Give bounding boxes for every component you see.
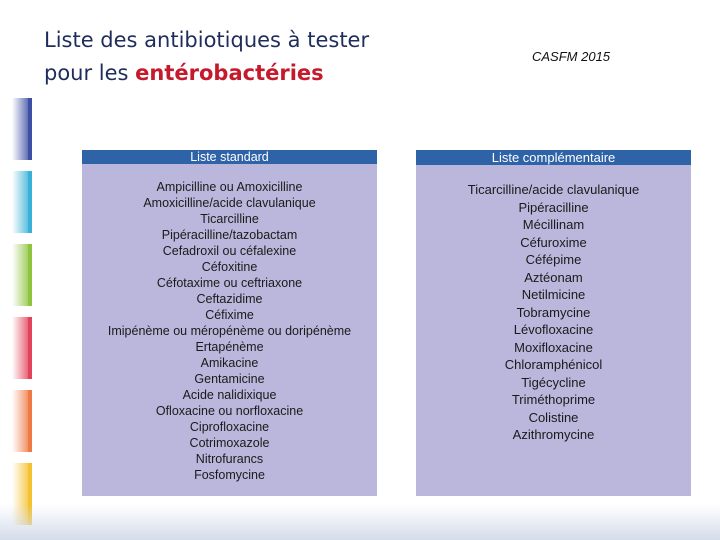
list-item: Triméthoprime <box>511 392 596 407</box>
list-item: Céfuroxime <box>520 234 587 250</box>
list-item: Acide nalidixique <box>182 388 277 402</box>
complementary-list <box>416 165 691 444</box>
list-item: Tobramycine <box>516 304 591 320</box>
title-line-2-prefix: pour les <box>44 61 136 85</box>
list-item: Amoxicilline/acide clavulanique <box>143 196 316 210</box>
list-item: Céfixime <box>205 308 254 322</box>
list-item: Mécillinam <box>522 217 585 232</box>
list-item: Imipénème ou méropénème ou doripénème <box>107 324 352 338</box>
standard-list-header: Liste standard <box>82 150 377 164</box>
list-item: Ceftazidime <box>196 292 263 306</box>
title-accent: entérobactéries <box>135 61 324 85</box>
list-item: Pipéracilline <box>518 199 589 215</box>
list-item: Ciprofloxacine <box>189 420 270 434</box>
list-item: Pipéracilline/tazobactam <box>161 228 298 242</box>
list-item: Céfoxitine <box>201 260 258 274</box>
complementary-list-header: Liste complémentaire <box>416 150 691 165</box>
list-item: Céfotaxime ou ceftriaxone <box>156 276 303 290</box>
list-item: Aztéonam <box>524 269 583 285</box>
sidebar-bar <box>12 98 32 160</box>
list-item: Ampicilline ou Amoxicilline <box>156 180 303 194</box>
sidebar-decoration <box>12 98 34 528</box>
list-item: Cotrimoxazole <box>189 436 270 450</box>
list-item: Amikacine <box>200 356 259 370</box>
list-item: Ofloxacine ou norfloxacine <box>155 404 304 418</box>
standard-list-panel <box>82 150 377 496</box>
slide-title <box>44 24 369 90</box>
sidebar-bar <box>12 390 32 452</box>
list-item: Gentamicine <box>194 372 265 386</box>
sidebar-bar <box>12 171 32 233</box>
sidebar-bar <box>12 317 32 379</box>
title-line-1: Liste des antibiotiques à tester <box>44 28 370 52</box>
bottom-gradient <box>0 504 720 540</box>
list-item: Ticarcilline/acide clavulanique <box>467 182 640 197</box>
list-item: Céfépime <box>525 252 582 267</box>
list-item: Ertapénème <box>195 340 264 354</box>
list-item: Chloramphénicol <box>504 357 603 372</box>
list-item: Fosfomycine <box>194 468 265 482</box>
list-item: Cefadroxil ou céfalexine <box>162 244 297 258</box>
list-item: Azithromycine <box>512 427 595 442</box>
standard-list <box>82 164 377 483</box>
title-line-2 <box>44 57 369 90</box>
sidebar-bar <box>12 244 32 306</box>
complementary-list-panel <box>416 150 691 496</box>
list-item: Lévofloxacine <box>513 322 594 337</box>
list-item: Nitrofurancs <box>195 452 264 466</box>
source-label: CASFM 2015 <box>532 49 611 64</box>
list-item: Colistine <box>528 409 579 425</box>
list-item: Tigécycline <box>521 374 586 390</box>
list-item: Netilmicine <box>521 287 586 302</box>
list-item: Ticarcilline <box>200 212 259 226</box>
list-item: Moxifloxacine <box>514 339 593 355</box>
